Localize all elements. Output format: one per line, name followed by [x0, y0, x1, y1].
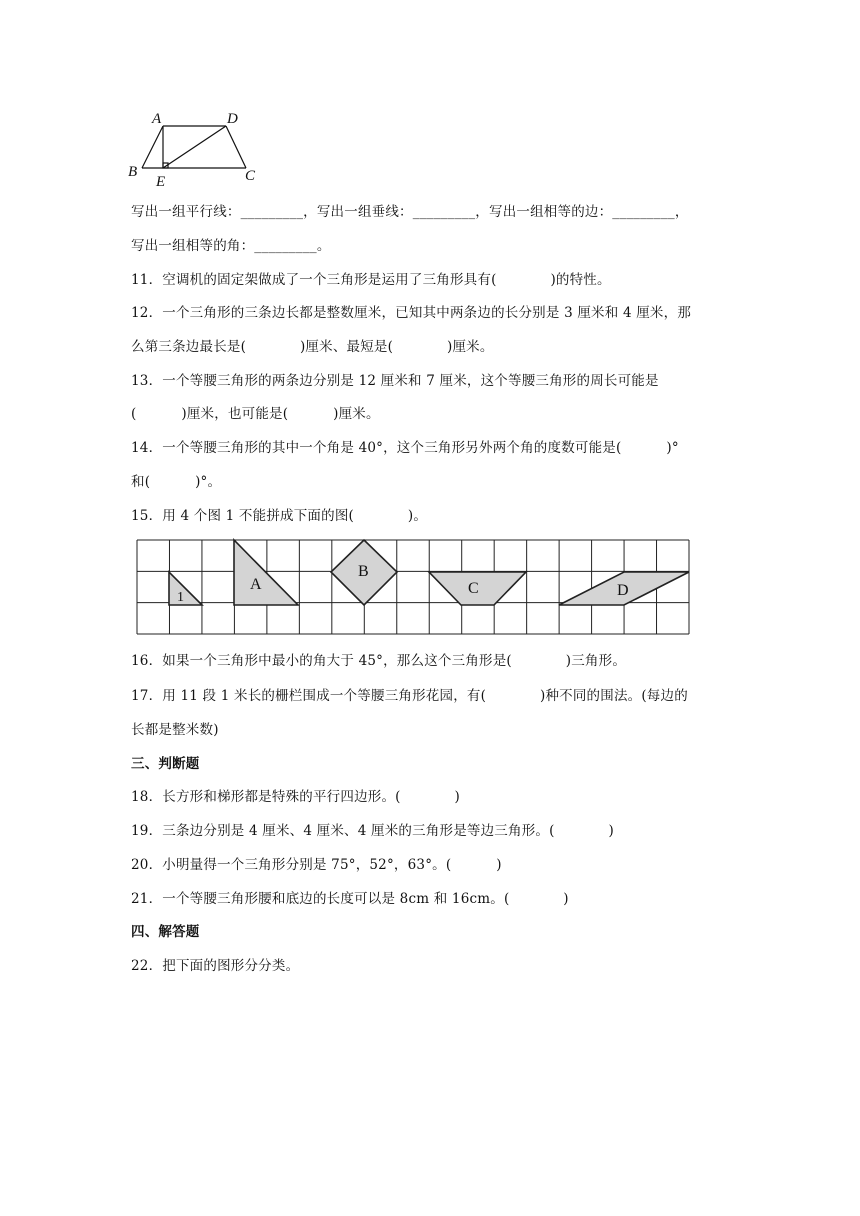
- q21-line1: 21．一个等腰三角形腰和底边的长度可以是 8cm 和 16cm。( ): [131, 891, 569, 907]
- q22-line1: 22．把下面的图形分分类。: [131, 958, 300, 974]
- q16-line1: 16．如果一个三角形中最小的角大于 45°，那么这个三角形是( )三角形。: [131, 653, 627, 669]
- q13-line2: ( )厘米，也可能是( )厘米。: [131, 406, 380, 422]
- q14-line2: 和( )°。: [131, 474, 222, 490]
- label-e: E: [156, 174, 166, 188]
- trapezoid-figure: [125, 108, 275, 188]
- q20-line1: 20．小明量得一个三角形分别是 75°，52°，63°。( ): [131, 857, 502, 873]
- label-d: D: [227, 111, 238, 127]
- q12-line1: 12．一个三角形的三条边长都是整数厘米，已知其中两条边的长分别是 3 厘米和 4 厘米，那: [131, 305, 692, 321]
- q18-line1: 18．长方形和梯形都是特殊的平行四边形。( ): [131, 789, 461, 805]
- q17-line2: 长都是整米数): [131, 722, 219, 738]
- q10-line2: 写出一组相等的角：_________。: [131, 238, 331, 254]
- label-shape-d: D: [617, 582, 629, 599]
- q11-line1: 11．空调机的固定架做成了一个三角形是运用了三角形具有( )的特性。: [131, 272, 611, 288]
- section3-title: 三、判断题: [131, 756, 200, 772]
- grid-figure: [136, 538, 696, 638]
- q14-line1: 14．一个等腰三角形的其中一个角是 40°，这个三角形另外两个角的度数可能是( )°: [131, 440, 679, 456]
- q17-line1: 17．用 11 段 1 米长的栅栏围成一个等腰三角形花园，有( )种不同的围法。(每边的: [131, 688, 688, 704]
- label-a: A: [152, 111, 162, 127]
- section4-title: 四、解答题: [131, 924, 200, 940]
- label-shape-c: C: [468, 580, 479, 597]
- q10-line1: 写出一组平行线：_________，写出一组垂线：_________，写出一组相等的边：_________，: [131, 204, 689, 220]
- q13-line1: 13．一个等腰三角形的两条边分别是 12 厘米和 7 厘米，这个等腰三角形的周长可能是: [131, 373, 659, 389]
- q19-line1: 19．三条边分别是 4 厘米、4 厘米、4 厘米的三角形是等边三角形。( ): [131, 823, 614, 839]
- label-c: C: [245, 168, 256, 184]
- label-b: B: [128, 164, 138, 180]
- label-shape-a: A: [250, 576, 262, 593]
- label-fig1: 1: [177, 590, 184, 605]
- label-shape-b: B: [358, 563, 369, 580]
- shape-fig1: [169, 572, 202, 605]
- q12-line2: 么第三条边最长是( )厘米、最短是( )厘米。: [131, 339, 494, 355]
- shape-a: [234, 540, 298, 605]
- q15-line1: 15．用 4 个图 1 不能拼成下面的图( )。: [131, 508, 428, 524]
